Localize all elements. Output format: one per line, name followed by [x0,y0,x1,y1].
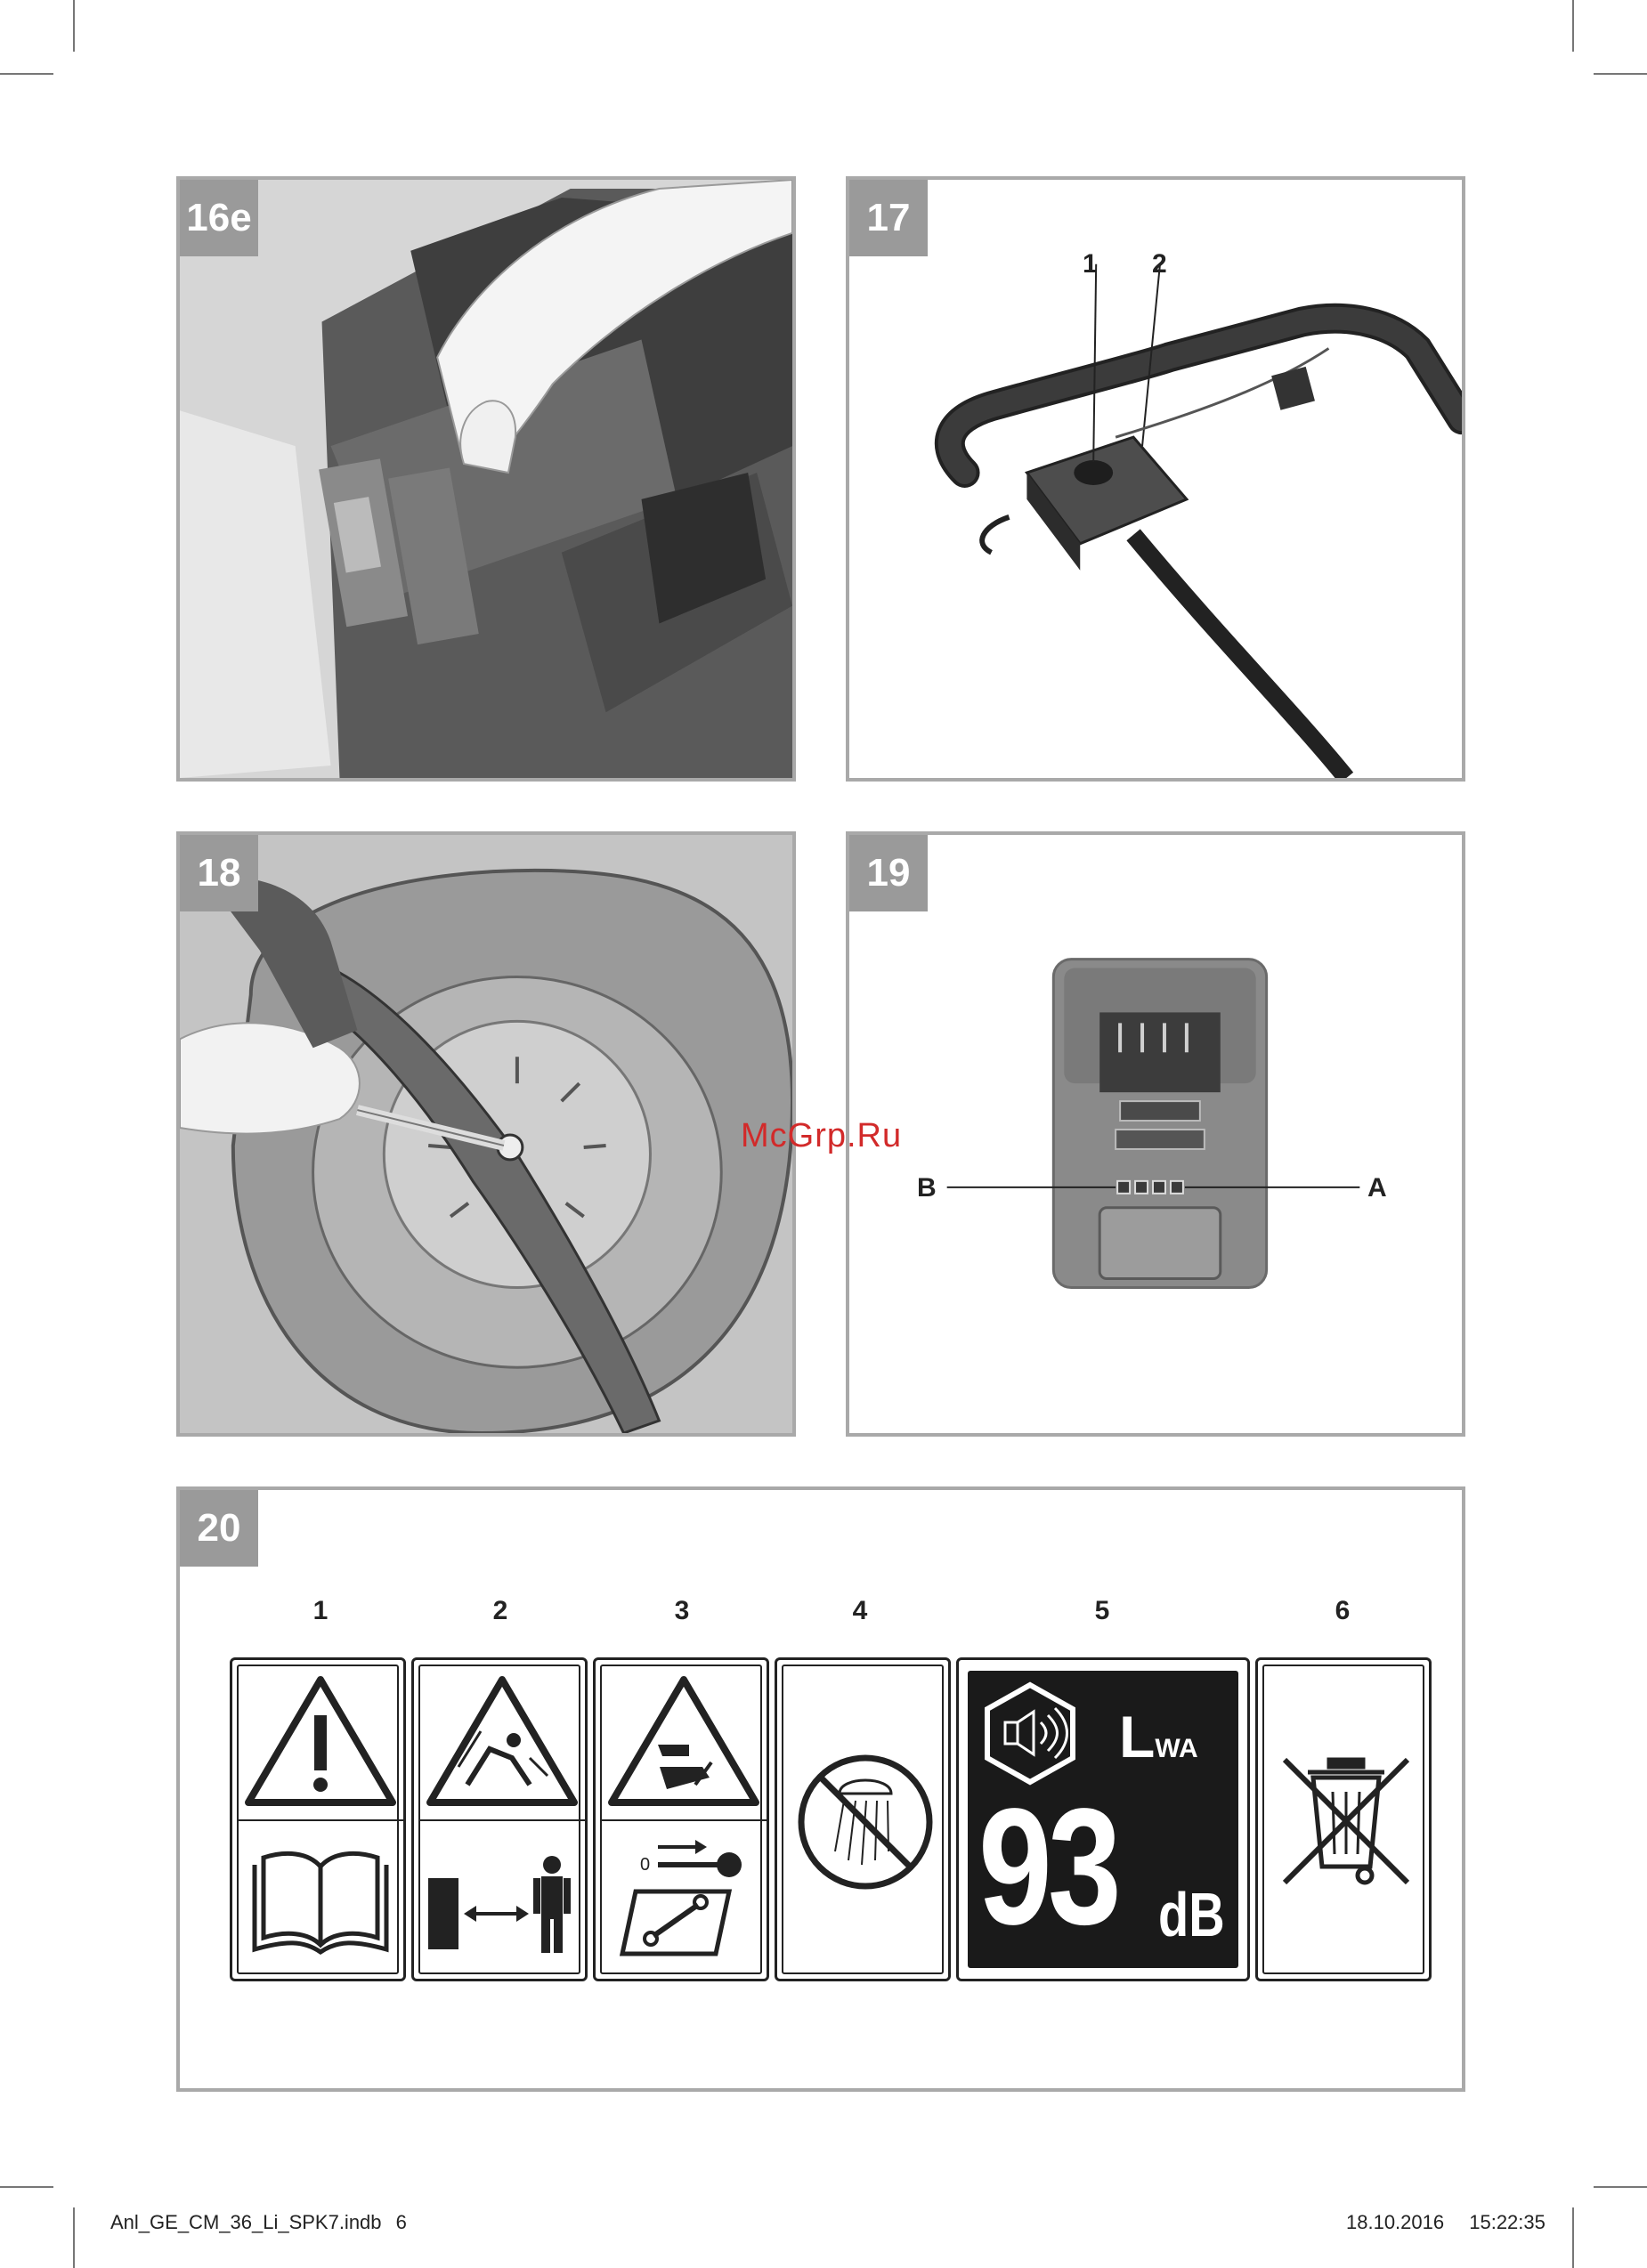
crop-mark [73,2207,75,2268]
figure-number: 17 [849,180,928,256]
symbol-number: 6 [1335,1596,1351,1625]
footer-filename: Anl_GE_CM_36_Li_SPK7.indb [110,2211,382,2233]
symbol-number: 5 [1094,1596,1110,1625]
hand-blade-warning-icon [612,1680,756,1802]
lwa-sub: WA [1155,1734,1198,1763]
symbol-number: 1 [312,1596,329,1625]
warning-triangle-icon [248,1680,393,1802]
footer-date: 18.10.2016 [1346,2211,1445,2233]
footer-file [110,2211,407,2234]
figure-number: 18 [180,835,258,911]
symbol-read-manual [230,1657,406,1981]
svg-text:0: 0 [640,1855,651,1875]
watermark-text: McGrp.Ru [741,1117,903,1154]
symbol-no-rain [775,1657,951,1981]
crop-mark [1572,2207,1574,2268]
crop-mark [1572,0,1574,52]
callout-label: 1 [1083,249,1098,279]
figure-panel-19 [846,831,1465,1437]
figure-panel-18 [176,831,796,1437]
symbol-number: 2 [492,1596,508,1625]
noise-value: 93 [978,1775,1117,1959]
figure-number: 20 [180,1490,258,1567]
noise-unit: dB [1158,1880,1225,1949]
symbol-disconnect-before-maintenance [593,1657,769,1981]
lwa-label [1119,1703,1198,1770]
footer-timestamp [1346,2211,1546,2234]
symbol-sound-power-level [956,1657,1250,1981]
flying-debris-warning-icon [430,1680,574,1802]
crop-mark [0,2186,53,2188]
distance-person-icon [428,1856,571,1953]
callout-label: B [917,1173,937,1203]
battery-insertion-photo [180,180,792,778]
figure-panel-17 [846,176,1465,782]
lwa-l: L [1119,1704,1156,1770]
callout-label: 2 [1152,249,1167,279]
symbol-keep-distance [411,1657,588,1981]
callout-label: A [1367,1173,1387,1203]
symbol-number: 4 [852,1596,868,1625]
figure-number: 16e [180,180,258,256]
sound-hexagon-icon [987,1685,1073,1782]
crop-mark [0,73,53,75]
crop-mark [73,0,75,52]
blade-removal-photo [180,835,792,1433]
symbol-number: 3 [674,1596,690,1625]
battery-pack-photo [849,835,1462,1433]
crop-mark [1594,73,1647,75]
crossed-bin-icon [1285,1760,1408,1883]
figure-panel-16e [176,176,796,782]
crop-mark [1594,2186,1647,2188]
remove-key-manual-icon [622,1840,742,1954]
figure-number: 19 [849,835,928,911]
no-rain-icon [801,1758,929,1886]
symbol-weee [1255,1657,1432,1981]
open-book-icon [255,1853,386,1952]
footer-page: 6 [395,2211,407,2233]
footer-time: 15:22:35 [1469,2211,1546,2233]
